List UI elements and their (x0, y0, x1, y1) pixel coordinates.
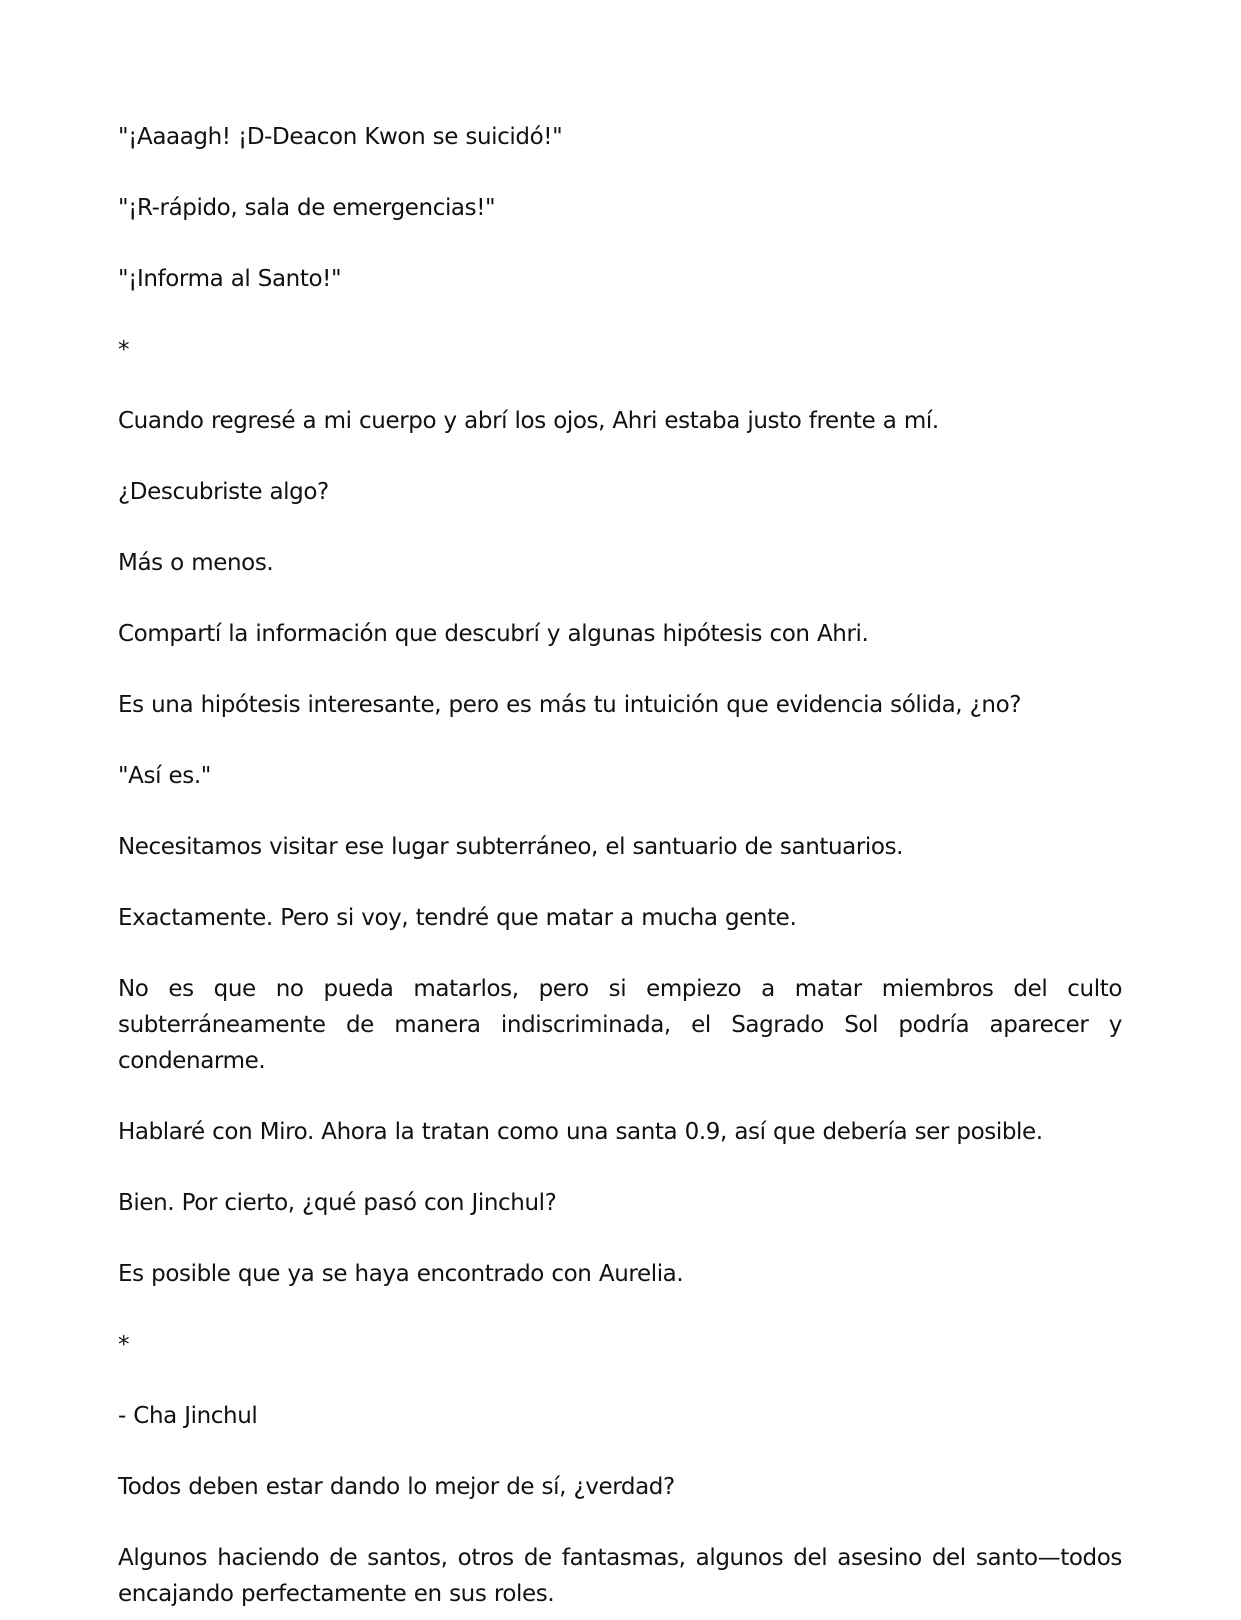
paragraph: Exactamente. Pero si voy, tendré que matar a mucha gente. (118, 905, 797, 931)
paragraph: "¡Aaaagh! ¡D-Deacon Kwon se suicidó!" (118, 124, 563, 150)
paragraph: "Así es." (118, 763, 211, 789)
scene-break: * (118, 337, 130, 363)
paragraph: ¿Descubriste algo? (118, 479, 329, 505)
paragraph: Necesitamos visitar ese lugar subterráneo, el santuario de santuarios. (118, 834, 904, 860)
paragraph: Bien. Por cierto, ¿qué pasó con Jinchul? (118, 1190, 557, 1216)
document-body (118, 119, 1122, 1612)
paragraph: "¡R-rápido, sala de emergencias!" (118, 195, 496, 221)
section-heading: - Cha Jinchul (118, 1403, 258, 1429)
paragraph: Más o menos. (118, 550, 274, 576)
paragraph: Hablaré con Miro. Ahora la tratan como una santa 0.9, así que debería ser posible. (118, 1119, 1043, 1145)
paragraph: No es que no pueda matarlos, pero si empiezo a matar miembros del culto subterráneamente de manera indiscriminada, el Sagrado Sol podría aparecer y condenarme. (118, 976, 1122, 1074)
scene-break: * (118, 1332, 130, 1358)
paragraph: Es una hipótesis interesante, pero es más tu intuición que evidencia sólida, ¿no? (118, 692, 1022, 718)
paragraph: Cuando regresé a mi cuerpo y abrí los ojos, Ahri estaba justo frente a mí. (118, 408, 939, 434)
paragraph: "¡Informa al Santo!" (118, 266, 342, 292)
paragraph: Es posible que ya se haya encontrado con Aurelia. (118, 1261, 684, 1287)
paragraph: Compartí la información que descubrí y algunas hipótesis con Ahri. (118, 621, 869, 647)
paragraph: Algunos haciendo de santos, otros de fantasmas, algunos del asesino del santo—todos encajando perfectamente en sus roles. (118, 1545, 1122, 1607)
paragraph: Todos deben estar dando lo mejor de sí, ¿verdad? (118, 1474, 675, 1500)
